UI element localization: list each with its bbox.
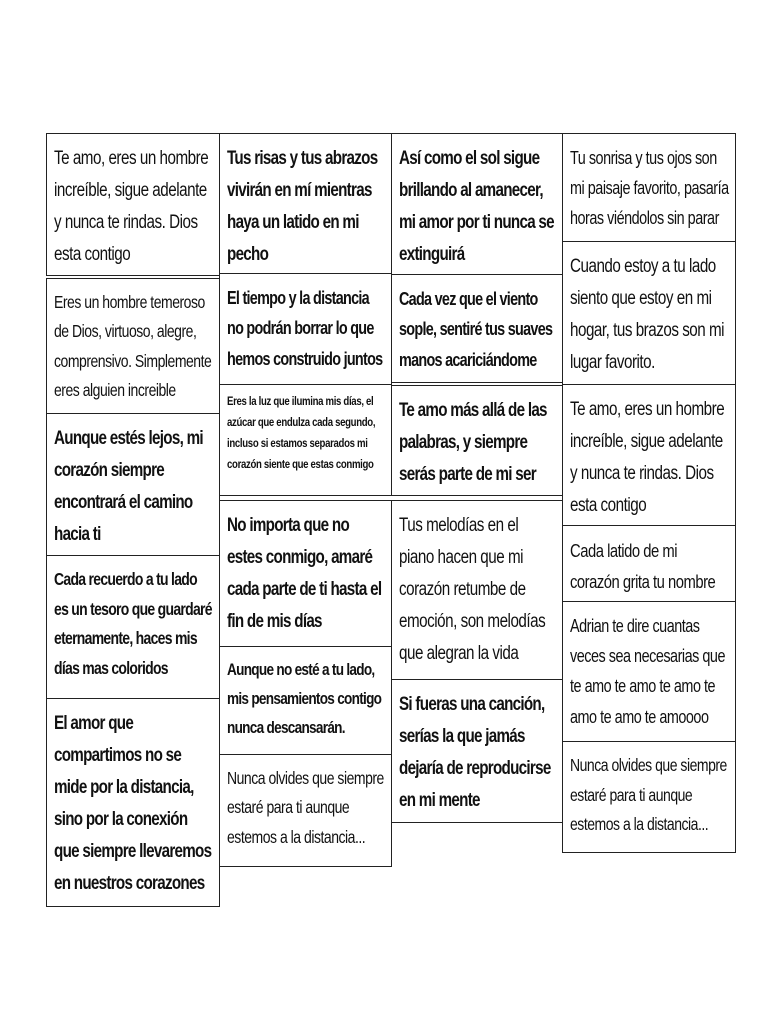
message-text: Nunca olvides que siempre estaré para ti aunque estemos a la distancia... — [570, 755, 727, 835]
message-text: El amor que compartimos no se mide por la distancia, sino por la conexión que siempre llevaremos en nuestros corazones — [54, 712, 212, 894]
message-text: Si fueras una canción, serías la que jamás dejaría de reproducirse en mi mente — [399, 693, 551, 811]
message-card — [391, 500, 563, 680]
message-text: El tiempo y la distancia no podrán borrar lo que hemos construido juntos — [227, 288, 383, 369]
message-text: Te amo, eres un hombre increíble, sigue adelante y nunca te rindas. Dios esta contigo — [54, 147, 209, 265]
message-card — [219, 646, 392, 755]
message-card — [562, 133, 736, 243]
column-2 — [219, 134, 392, 867]
message-card — [562, 741, 736, 853]
message-card — [391, 385, 563, 496]
message-text: Cada recuerdo a tu lado es un tesoro que guardaré eternamente, haces mis días mas coloridos — [54, 569, 212, 678]
message-text: Aunque no esté a tu lado, mis pensamientos contigo nunca descansarán. — [227, 660, 382, 737]
message-card — [391, 274, 563, 383]
message-card — [219, 384, 392, 496]
message-card — [391, 679, 563, 823]
message-card — [46, 698, 220, 907]
message-text: Eres la luz que ilumina mis días, el azúcar que endulza cada segundo, incluso si estamos separados mi corazón siente que estas conmigo — [227, 393, 376, 471]
message-card — [391, 133, 563, 276]
message-text: Cada latido de mi corazón grita tu nombre — [570, 540, 716, 593]
message-card — [562, 525, 736, 602]
column-4 — [562, 134, 736, 853]
message-card — [219, 273, 392, 385]
message-card — [219, 500, 392, 648]
message-text: Te amo, eres un hombre increíble, sigue adelante y nunca te rindas. Dios esta contigo — [570, 398, 725, 516]
message-text: Nunca olvides que siempre estaré para ti aunque estemos a la distancia... — [227, 767, 384, 847]
message-card — [219, 754, 392, 867]
message-card — [46, 555, 220, 699]
message-card — [46, 133, 220, 276]
message-text: Cuando estoy a tu lado siento que estoy en mi hogar, tus brazos son mi lugar favorito. — [570, 256, 725, 373]
column-1 — [46, 134, 220, 907]
message-text: Tus melodías en el piano hacen que mi corazón retumbe de emoción, son melodías que alegran la vida — [399, 515, 546, 664]
message-card — [562, 601, 736, 743]
column-3 — [391, 134, 563, 823]
message-card — [46, 278, 220, 415]
message-text: Te amo más allá de las palabras, y siempre serás parte de mi ser — [399, 400, 547, 485]
message-card — [219, 133, 392, 275]
message-text: Aunque estés lejos, mi corazón siempre encontrará el camino hacia ti — [54, 427, 203, 545]
message-text: Tu sonrisa y tus ojos son mi paisaje favorito, pasaría horas viéndolos sin parar — [570, 147, 729, 229]
message-text: Tus risas y tus abrazos vivirán en mí mientras haya un latido en mi pecho — [227, 147, 378, 265]
message-card — [46, 413, 220, 557]
message-text: No importa que no estes conmigo, amaré cada parte de ti hasta el fin de mis días — [227, 514, 382, 632]
message-text: Eres un hombre temeroso de Dios, virtuoso, alegre, comprensivo. Simplemente eres alguien increible — [54, 291, 212, 401]
message-text: Adrian te dire cuantas veces sea necesarias que te amo te amo te amo te amo te amo te amoooo — [570, 615, 725, 727]
message-text: Así como el sol sigue brillando al amanecer, mi amor por ti nunca se extinguirá — [399, 147, 554, 265]
message-text: Cada vez que el viento sople, sentiré tus suaves manos acariciándome — [399, 289, 553, 370]
message-card — [562, 241, 736, 385]
message-card — [562, 384, 736, 527]
